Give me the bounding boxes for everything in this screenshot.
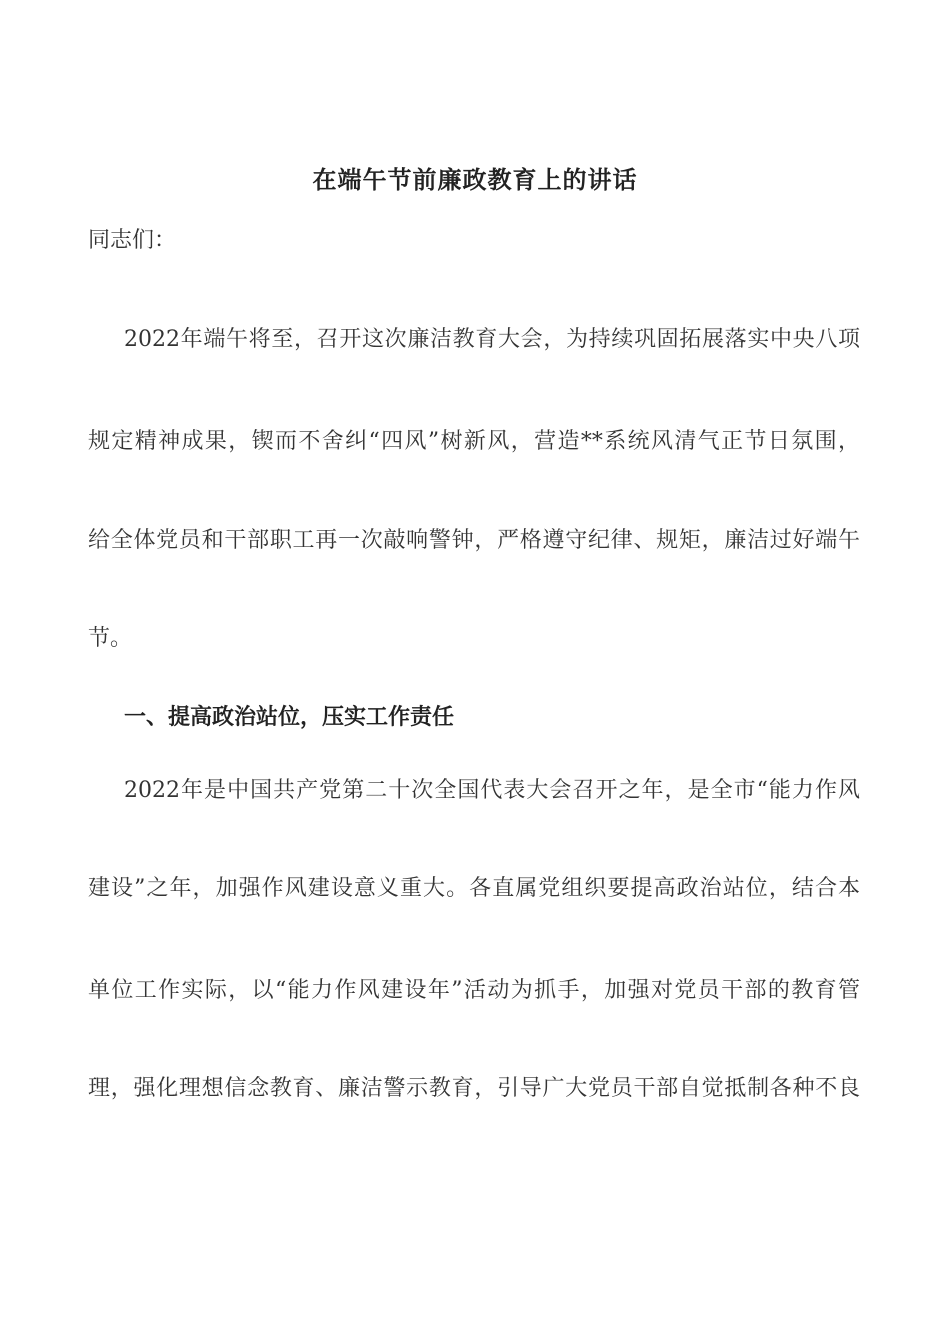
document-title: 在端午节前廉政教育上的讲话 (312, 165, 638, 194)
paragraph-line: 2022年是中国共产党第二十次全国代表大会召开之年，是全市“能力作风 (124, 778, 860, 803)
salutation: 同志们： (88, 228, 177, 253)
paragraph-line: 理，强化理想信念教育、廉洁警示教育，引导广大党员干部自觉抵制各种不良 (88, 1076, 860, 1101)
paragraph-line: 建设”之年，加强作风建设意义重大。各直属党组织要提高政治站位，结合本 (88, 876, 860, 901)
paragraph-line: 节。 (88, 626, 133, 651)
paragraph-line: 2022年端午将至，召开这次廉洁教育大会，为持续巩固拓展落实中央八项 (124, 327, 860, 352)
paragraph-line: 单位工作实际，以“能力作风建设年”活动为抓手，加强对党员干部的教育管 (88, 978, 860, 1003)
paragraph-line: 规定精神成果，锲而不舍纠“四风”树新风，营造**系统风清气正节日氛围， (88, 429, 860, 454)
paragraph-line: 给全体党员和干部职工再一次敲响警钟，严格遵守纪律、规矩，廉洁过好端午 (88, 528, 860, 553)
section-heading: 一、提高政治站位，压实工作责任 (124, 704, 455, 730)
